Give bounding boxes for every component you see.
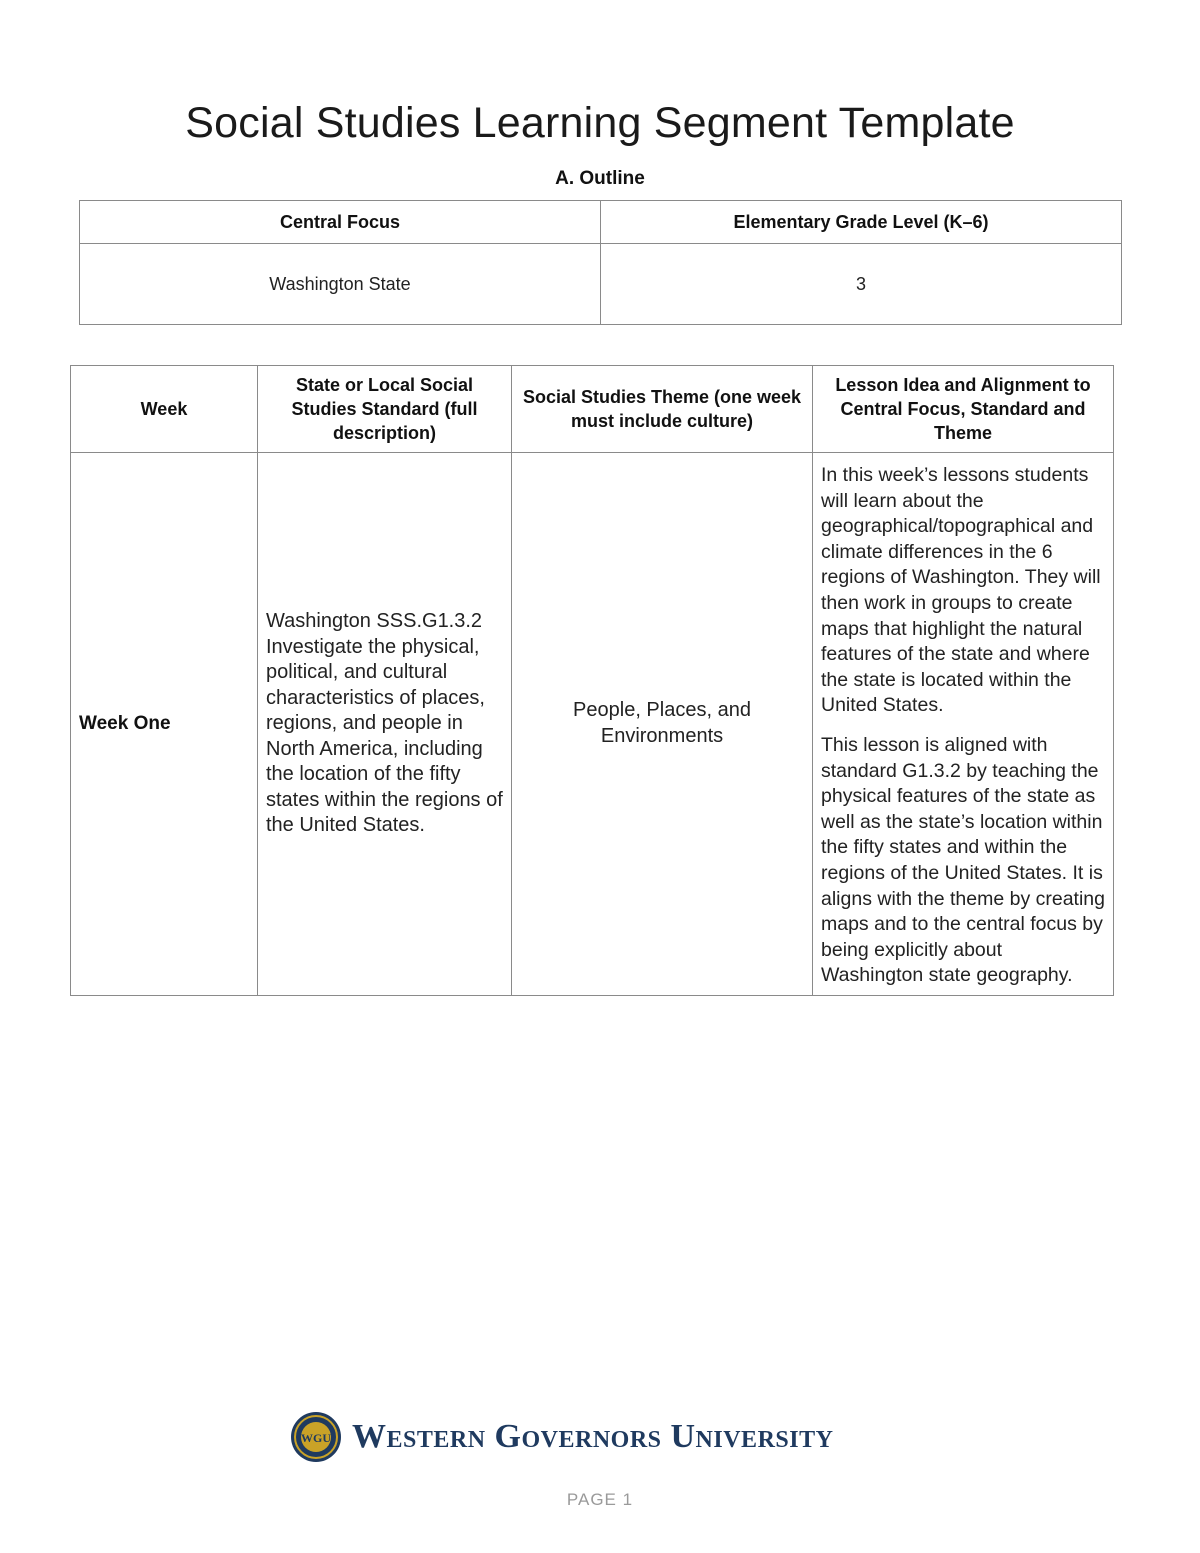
learning-segment-table bbox=[70, 365, 1114, 996]
week-cell: Week One bbox=[71, 453, 258, 996]
standard-cell: Washington SSS.G1.3.2 Investigate the physical, political, and cultural characteristics of places, regions, and people in North America, including the location of the fifty states within the regions of the United States. bbox=[258, 453, 512, 996]
header-grade-level: Elementary Grade Level (K–6) bbox=[601, 201, 1122, 244]
alignment-paragraph: This lesson is aligned with standard G1.3.2 by teaching the physical features of the state as well as the state’s location within the fifty states and within the regions of the United States. It is aligns with the theme by creating maps and to the central focus by being explicitly about Washington state geography. bbox=[821, 733, 1105, 987]
section-heading: A. Outline bbox=[555, 168, 645, 189]
university-name: Western Governors University bbox=[352, 1418, 834, 1455]
header-lesson-idea: Lesson Idea and Alignment to Central Focus, Standard and Theme bbox=[813, 366, 1114, 453]
header-standard: State or Local Social Studies Standard (full description) bbox=[258, 366, 512, 453]
central-focus-value: Washington State bbox=[80, 244, 601, 325]
outline-table bbox=[79, 200, 1122, 325]
grade-level-value: 3 bbox=[601, 244, 1122, 325]
header-central-focus: Central Focus bbox=[80, 201, 601, 244]
wgu-logo bbox=[290, 1410, 833, 1464]
page-number: PAGE 1 bbox=[566, 1490, 634, 1509]
theme-cell: People, Places, and Environments bbox=[512, 453, 813, 996]
lesson-paragraph: In this week’s lessons students will learn about the geographical/topographical and climate differences in the 6 regions of Washington. They will then work in groups to create maps that highlight the natural features of the state and where the state is located within the United States. bbox=[821, 464, 1101, 717]
header-week: Week bbox=[71, 366, 258, 453]
table-row bbox=[71, 453, 1114, 996]
lesson-cell bbox=[813, 453, 1114, 996]
seal-initials: WGU bbox=[301, 1431, 331, 1445]
header-theme: Social Studies Theme (one week must include culture) bbox=[512, 366, 813, 453]
university-seal-icon bbox=[290, 1411, 342, 1463]
document-title: Social Studies Learning Segment Template bbox=[185, 98, 1015, 147]
